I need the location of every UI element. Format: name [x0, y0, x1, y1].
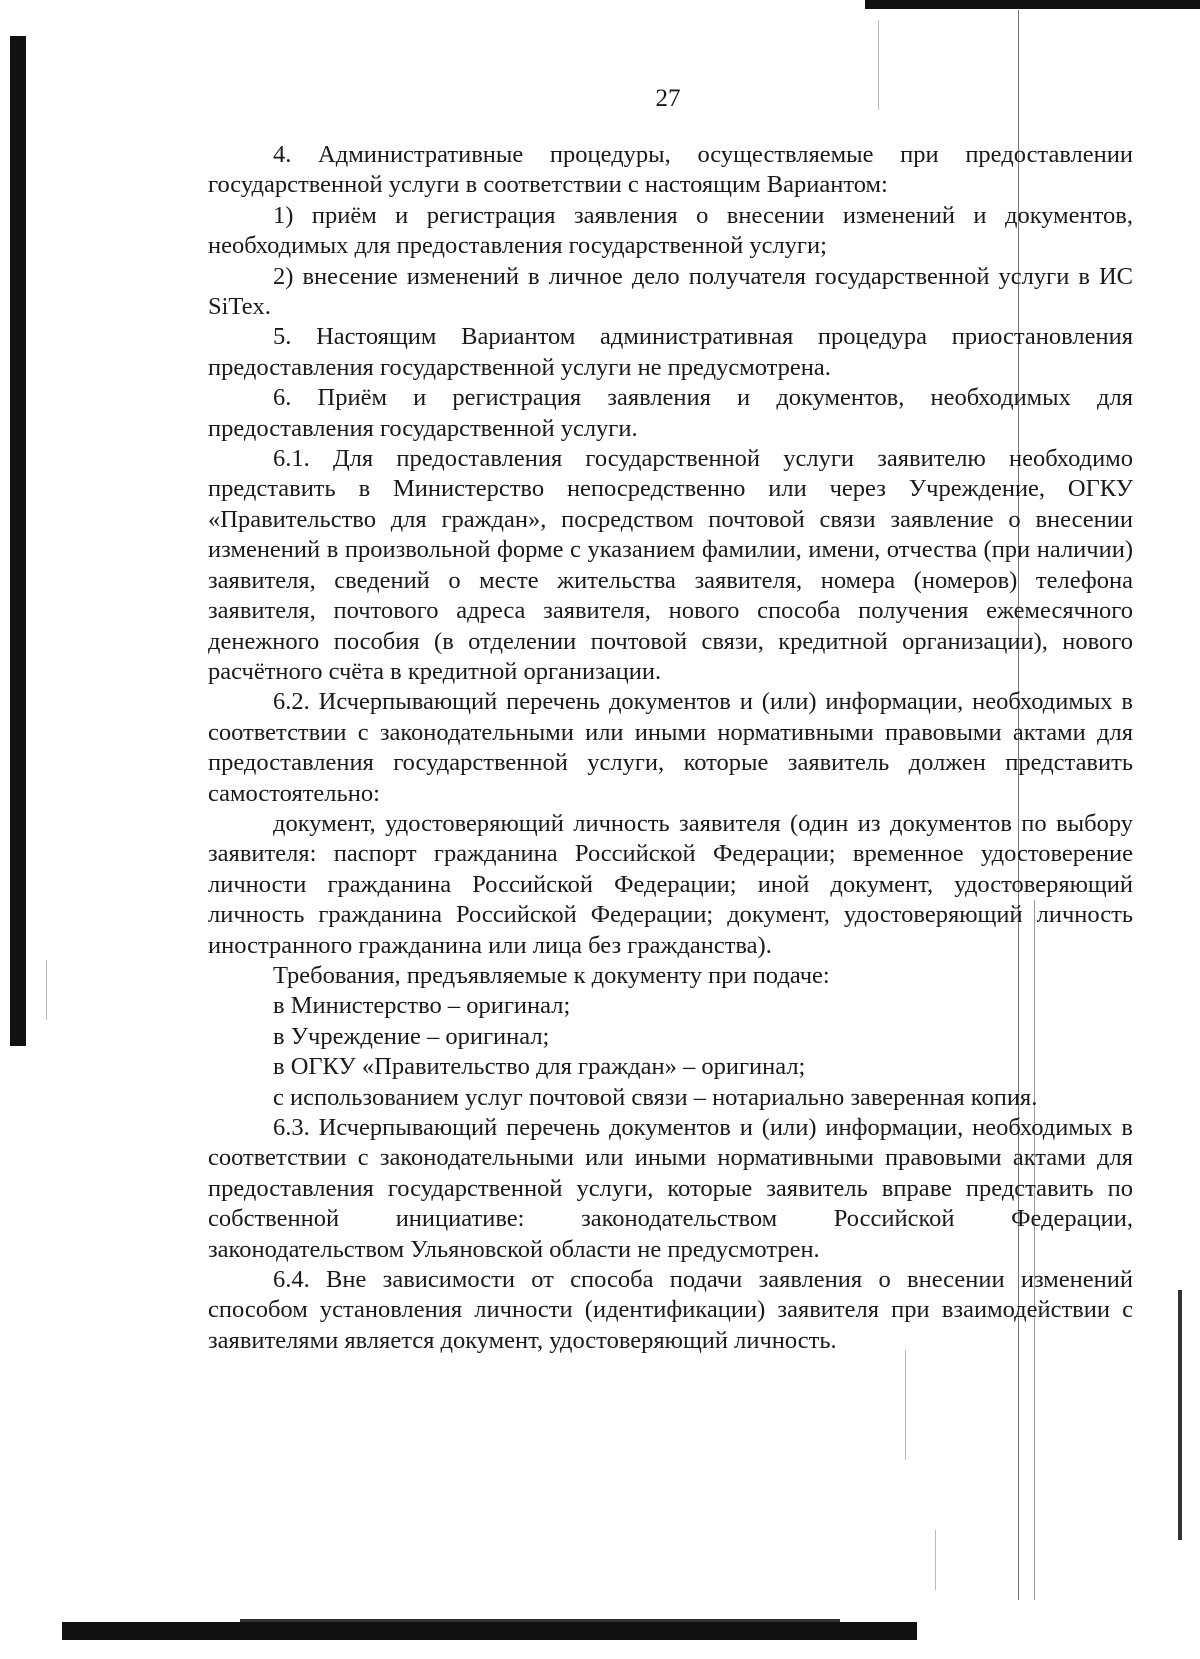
scan-border-left — [10, 36, 26, 1046]
paragraph-6: 6. Приём и регистрация заявления и документов, необходимых для предоставления государственной услуги. — [208, 384, 1133, 442]
scan-dust-mark — [935, 1530, 936, 1590]
paragraph-4: 4. Административные процедуры, осуществляемые при предоставлении государственной услуги в соответствии с настоящим Вариантом: — [208, 141, 1133, 199]
scan-dust-mark — [905, 1350, 906, 1460]
paragraph-6-2: 6.2. Исчерпывающий перечень документов и (или) информации, необходимых в соответствии с законодательными или иными нормативными правовыми актами для предоставления государственной услуги, которые заявитель должен представить самостоятельно: — [208, 688, 1133, 807]
paragraph-6-1: 6.1. Для предоставления государственной услуги заявителю необходимо представить в Министерство непосредственно или через Учреждение, ОГКУ «Правительство для граждан», посредством почтовой связи заявление о внесении изменений в произвольной форме с указанием фамилии, имени, отчества (при наличии) заявителя, сведений о месте жительства заявителя, номера (номеров) телефона заявителя, почтового адреса заявителя, нового способа получения ежемесячного денежного пособия (в отделении почтовой связи, кредитной организации), нового расчётного счёта в кредитной организации. — [208, 445, 1133, 685]
requirement-institution: в Учреждение – оригинал; — [273, 1022, 550, 1050]
scan-mark-right — [1178, 1290, 1182, 1540]
paragraph-requirements: Требования, предъявляемые к документу при подаче: — [273, 961, 830, 989]
requirement-ministry: в Министерство – оригинал; — [273, 992, 571, 1020]
page-number: 27 — [655, 85, 681, 112]
requirement-ogku: в ОГКУ «Правительство для граждан» – оригинал; — [273, 1053, 806, 1081]
paragraph-6-3: 6.3. Исчерпывающий перечень документов и (или) информации, необходимых в соответствии с законодательными или иными нормативными правовыми актами для предоставления государственной услуги, которые заявитель вправе представить по собственной инициативе: законодательством Российской Федерации, законодательством Ульяновской области не предусмотрен. — [208, 1114, 1133, 1263]
paragraph-5: 5. Настоящим Вариантом административная процедура приостановления предоставления государственной услуги не предусмотрена. — [208, 323, 1133, 381]
scan-border-top — [865, 0, 1200, 9]
paragraph-6-4: 6.4. Вне зависимости от способа подачи заявления о внесении изменений способом установления личности (идентификации) заявителя при взаимодействии с заявителями является документ, удостоверяющий личность. — [208, 1266, 1133, 1354]
paragraph-4-item-2: 2) внесение изменений в личное дело получателя государственной услуги в ИС SiTex. — [208, 262, 1133, 321]
paragraph-identity-document: документ, удостоверяющий личность заявителя (один из документов по выбору заявителя: паспорт гражданина Российской Федерации; временное удостоверение личности гражданина Российской Федерации; иной документ, удостоверяющий личность гражданина Российской Федерации; документ, удостоверяющий личность иностранного гражданина или лица без гражданства). — [208, 809, 1133, 959]
document-body — [208, 140, 1133, 1356]
requirement-post: с использованием услуг почтовой связи – нотариально заверенная копия. — [273, 1083, 1038, 1111]
paragraph-4-item-1: 1) приём и регистрация заявления о внесении изменений и документов, необходимых для предоставления государственной услуги; — [208, 201, 1133, 260]
scan-dust-mark — [46, 960, 47, 1020]
scan-border-bottom — [62, 1622, 917, 1640]
